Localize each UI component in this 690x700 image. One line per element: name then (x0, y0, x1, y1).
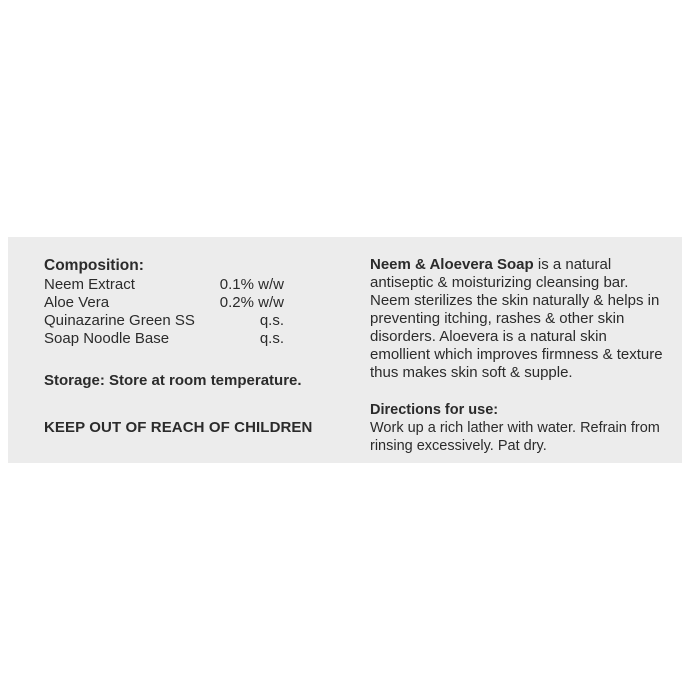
ingredient-name: Aloe Vera (44, 294, 110, 311)
composition-row (44, 330, 334, 348)
directions-text: Work up a rich lather with water. Refrain from rinsing excessively. Pat dry. (370, 420, 660, 454)
composition-row (44, 294, 334, 312)
composition-row (44, 312, 334, 330)
product-name: Neem & Aloevera Soap (370, 256, 534, 273)
product-description (370, 256, 670, 382)
ingredient-name: Soap Noodle Base (44, 330, 170, 347)
composition-table (44, 276, 334, 348)
ingredient-quantity: q.s. (259, 330, 284, 347)
storage-instruction: Storage: Store at room temperature. (44, 372, 302, 389)
composition-column (44, 257, 334, 436)
child-safety-warning: KEEP OUT OF REACH OF CHILDREN (44, 419, 313, 436)
ingredient-name: Neem Extract (44, 276, 135, 293)
composition-row (44, 276, 334, 294)
directions-heading: Directions for use: (370, 402, 499, 418)
product-description-text: is a natural antiseptic & moisturizing cleansing bar. Neem sterilizes the skin naturally & helps in preventing itching, rashes & other skin disorders. Aloevera is a natural skin emollient which improves firmness & texture thus makes skin soft & supple. (370, 256, 663, 381)
soap-label-panel (8, 237, 682, 463)
ingredient-quantity: q.s. (259, 312, 284, 329)
description-column (370, 256, 670, 454)
ingredient-name: Quinazarine Green SS (44, 312, 195, 329)
ingredient-quantity: 0.2% w/w (219, 294, 284, 311)
ingredient-quantity: 0.1% w/w (219, 276, 284, 293)
directions-section (370, 402, 670, 455)
composition-heading: Composition: (44, 257, 144, 274)
